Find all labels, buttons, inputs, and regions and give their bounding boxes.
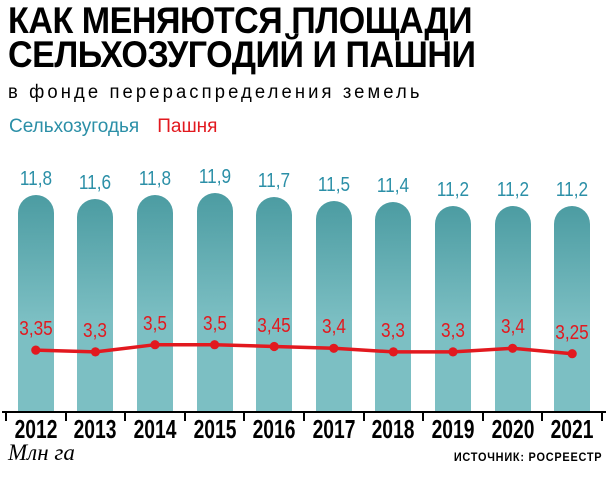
legend-item-selkhozugodya: Сельхозугодья xyxy=(9,116,140,137)
year-label: 2021 xyxy=(550,414,594,444)
line-value-label: 3,25 xyxy=(555,321,589,344)
year-label: 2020 xyxy=(491,414,534,444)
bar-selkhozugodya xyxy=(18,195,54,411)
year-label: 2018 xyxy=(371,414,415,444)
line-value-label: 3,3 xyxy=(381,319,406,342)
bar-selkhozugodya xyxy=(375,202,411,411)
axis-tick xyxy=(303,412,305,421)
legend-item-pashnya: Пашня xyxy=(157,116,218,137)
axis-tick xyxy=(601,412,603,421)
axis-tick xyxy=(541,412,543,421)
bar-selkhozugodya xyxy=(77,199,113,411)
bar-value-label: 11,9 xyxy=(198,166,231,189)
line-value-label: 3,5 xyxy=(202,312,227,335)
bar-value-label: 11,2 xyxy=(556,179,589,202)
axis-tick xyxy=(124,412,126,421)
line-value-label: 3,5 xyxy=(143,312,167,335)
line-value-label: 3,4 xyxy=(321,316,346,339)
year-label: 2016 xyxy=(252,414,296,444)
year-label: 2017 xyxy=(312,414,356,444)
bar-value-label: 11,6 xyxy=(79,171,112,194)
bar-value-label: 11,2 xyxy=(496,179,529,202)
line-value-label: 3,4 xyxy=(500,316,525,339)
year-label: 2019 xyxy=(431,414,475,444)
line-value-label: 3,45 xyxy=(257,314,291,337)
axis-tick xyxy=(482,412,484,421)
axis-tick xyxy=(243,412,245,421)
year-label: 2013 xyxy=(73,414,117,444)
axis-tick xyxy=(5,412,7,421)
source-label: ИСТОЧНИК: РОСРЕЕСТР xyxy=(453,452,602,464)
bar-value-label: 11,8 xyxy=(19,168,52,191)
bar-value-label: 11,7 xyxy=(258,169,291,192)
bar-selkhozugodya xyxy=(316,201,352,411)
title-line-1: КАК МЕНЯЮТСЯ ПЛОЩАДИ xyxy=(8,0,473,41)
line-value-label: 3,3 xyxy=(441,319,465,342)
bar-value-label: 11,2 xyxy=(436,179,470,202)
title-line-2: СЕЛЬХОЗУГОДИЙ И ПАШНИ xyxy=(8,34,476,76)
bar-selkhozugodya xyxy=(197,193,233,411)
bar-selkhozugodya xyxy=(256,197,292,411)
axis-tick xyxy=(184,412,186,421)
year-label: 2012 xyxy=(14,414,58,444)
bar-value-label: 11,8 xyxy=(138,168,172,191)
pashnya-line xyxy=(36,345,572,354)
bar-selkhozugodya xyxy=(435,206,471,411)
line-value-label: 3,3 xyxy=(83,319,108,342)
bar-selkhozugodya xyxy=(137,195,173,411)
line-value-label: 3,35 xyxy=(19,318,53,341)
unit-label: Млн га xyxy=(8,440,75,465)
bar-selkhozugodya xyxy=(554,206,590,411)
year-label: 2015 xyxy=(193,414,236,444)
year-label: 2014 xyxy=(133,414,177,444)
axis-tick xyxy=(422,412,424,421)
bar-value-label: 11,4 xyxy=(377,175,410,198)
axis-tick xyxy=(363,412,365,421)
bar-value-label: 11,5 xyxy=(317,173,350,196)
subtitle: в фонде перераспределения земель xyxy=(8,82,423,103)
bar-selkhozugodya xyxy=(495,206,531,411)
axis-tick xyxy=(65,412,67,421)
